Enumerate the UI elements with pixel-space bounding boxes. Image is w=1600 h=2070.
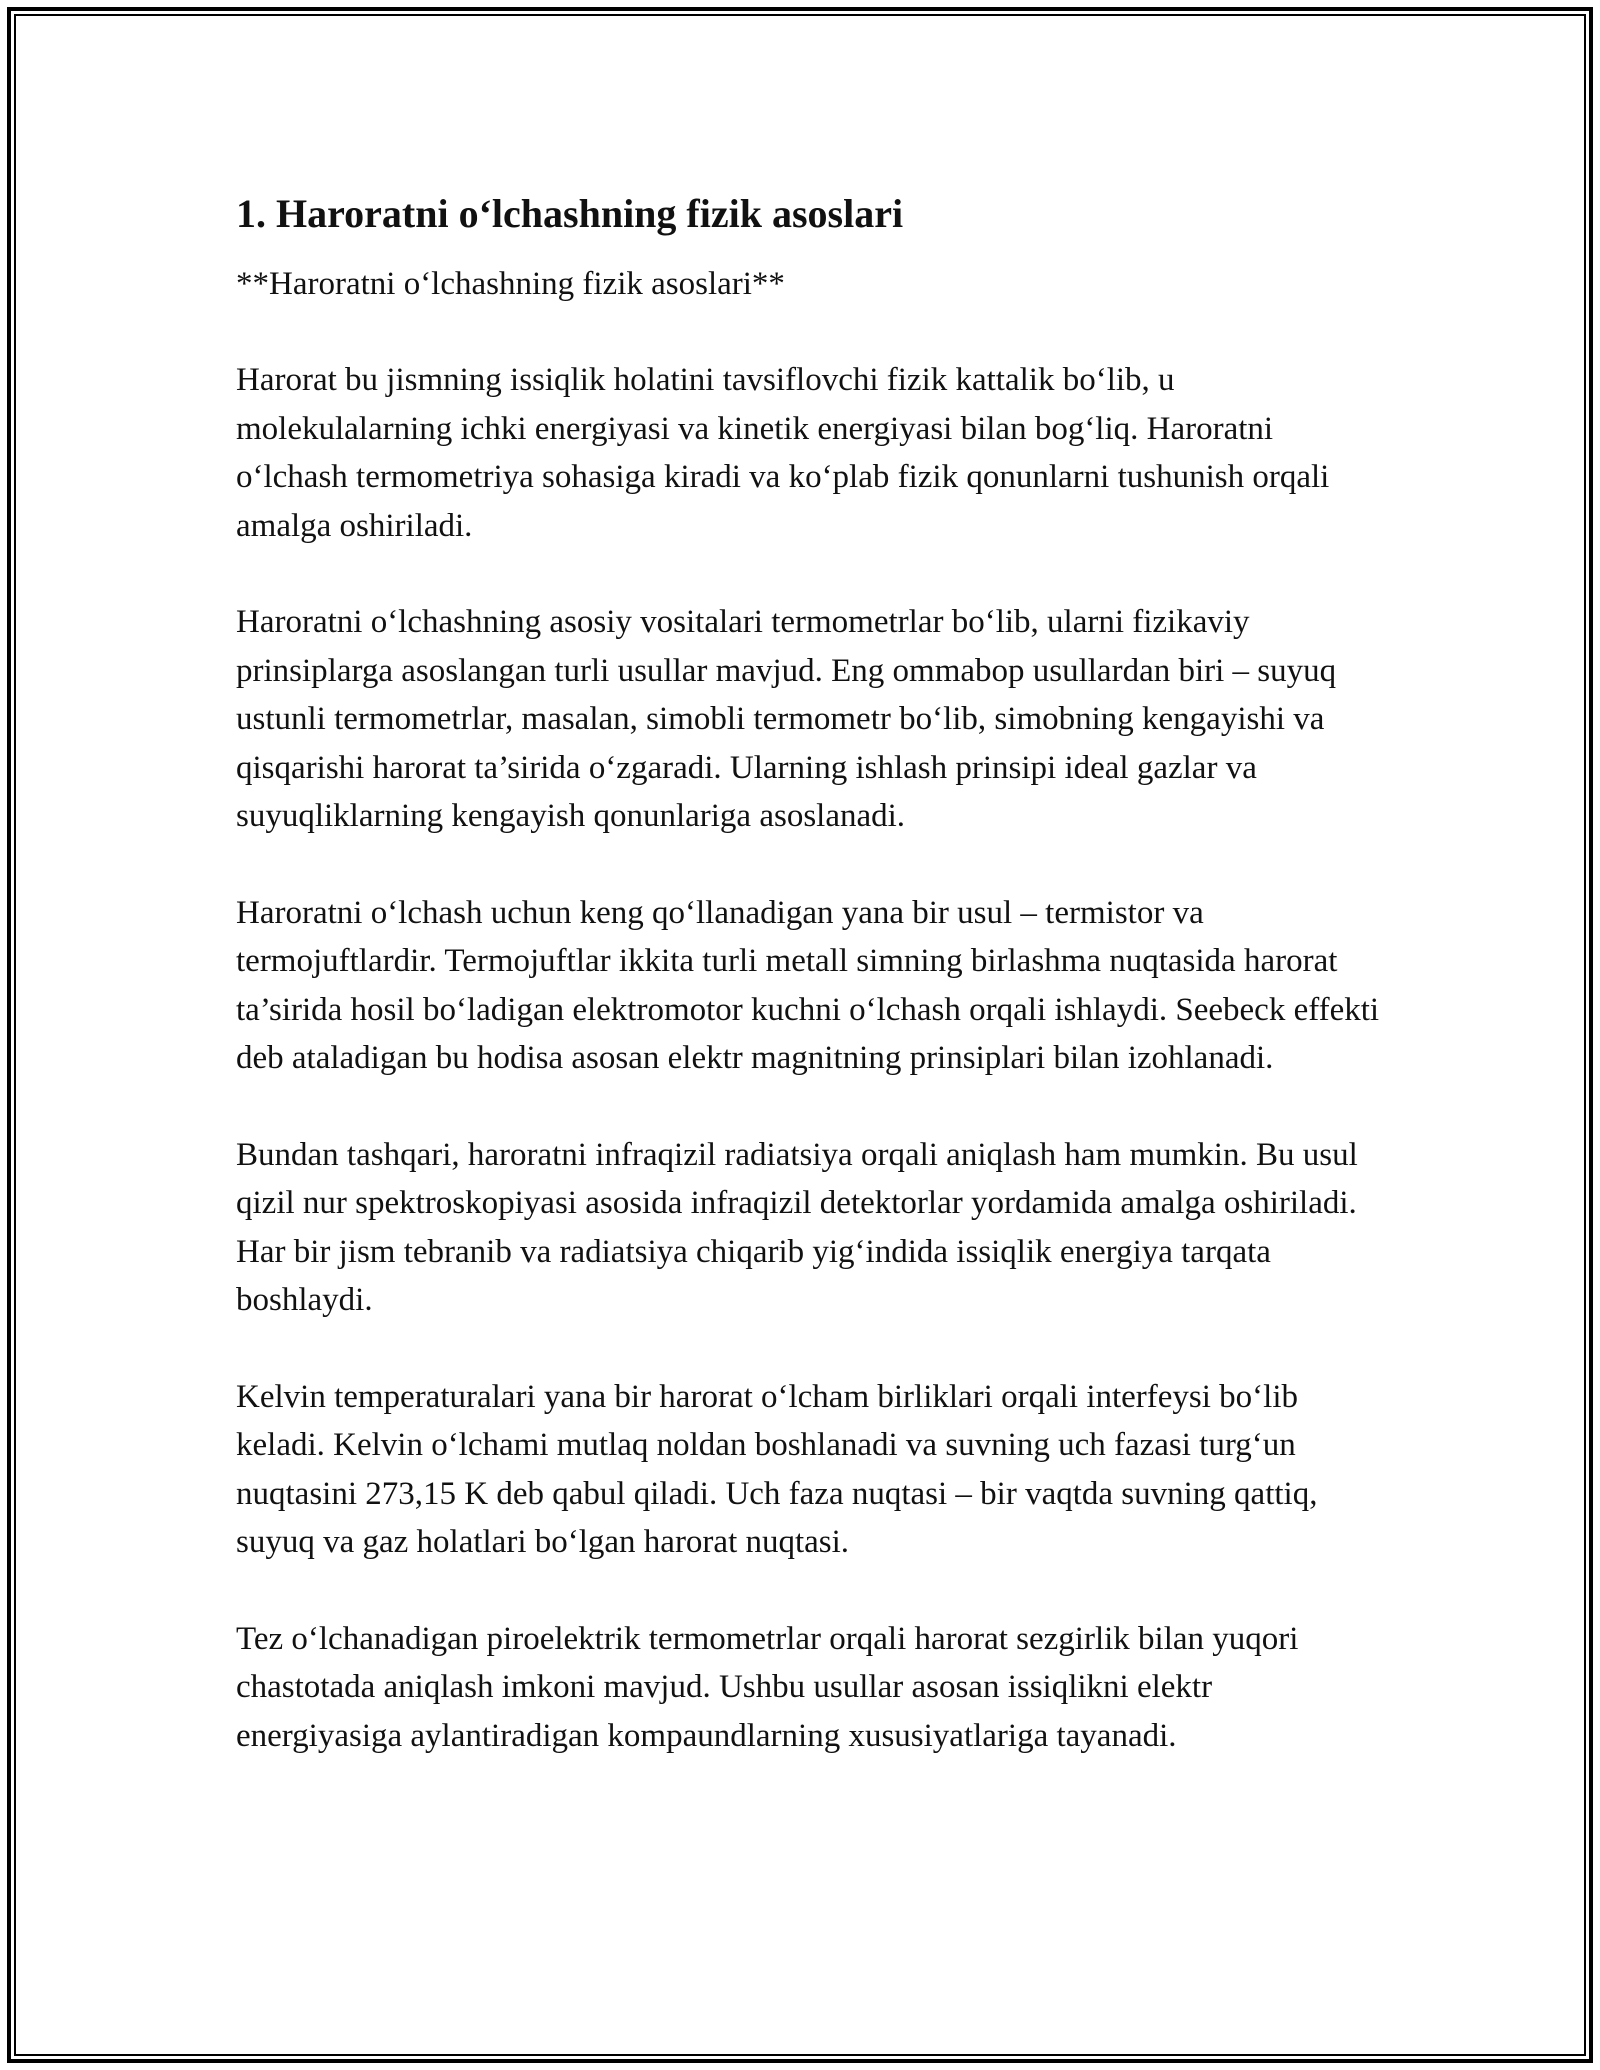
document-body — [236, 186, 1386, 1760]
document-subtitle: **Haroratni o‘lchashning fizik asoslari** — [236, 266, 785, 302]
paragraph-2: Haroratni o‘lchashning asosiy vositalari termometrlar bo‘lib, ularni fizikaviy prinsiplarga asoslangan turli usullar mavjud. Eng ommabop usullardan biri – suyuq ustunli termometrlar, masalan, simobli termometr bo‘lib, simobning kengayishi va qisqarishi harorat ta’sirida o‘zgaradi. Ularning ishlash prinsipi ideal gazlar va suyuqliklarning kengayish qonunlariga asoslanadi. — [236, 604, 1337, 834]
paragraph-3: Haroratni o‘lchash uchun keng qo‘llanadigan yana bir usul – termistor va termojuftlardir. Termojuftlar ikkita turli metall simning birlashma nuqtasida harorat ta’sirida hosil bo‘ladigan elektromotor kuchni o‘lchash orqali ishlaydi. Seebeck effekti deb ataladigan bu hodisa asosan elektr magnitning prinsiplari bilan izohlanadi. — [236, 894, 1380, 1076]
paragraph-5: Kelvin temperaturalari yana bir harorat o‘lcham birliklari orqali interfeysi bo‘lib keladi. Kelvin o‘lchami mutlaq noldan boshlanadi va suvning uch fazasi turg‘un nuqtasini 273,15 K deb qabul qiladi. Uch faza nuqtasi – bir vaqtda suvning qattiq, suyuq va gaz holatlari bo‘lgan harorat nuqtasi. — [236, 1378, 1318, 1560]
paragraph-4: Bundan tashqari, haroratni infraqizil radiatsiya orqali aniqlash ham mumkin. Bu usul qizil nur spektroskopiyasi asosida infraqizil detektorlar yordamida amalga oshiriladi. Har bir jism tebranib va radiatsiya chiqarib yig‘indida issiqlik energiya tarqata boshlaydi. — [236, 1136, 1358, 1318]
paragraph-6: Tez o‘lchanadigan piroelektrik termometrlar orqali harorat sezgirlik bilan yuqori chastotada aniqlash imkoni mavjud. Ushbu usullar asosan issiqlikni elektr energiyasiga aylantiradigan kompaundlarning xususiyatlariga tayanadi. — [236, 1620, 1299, 1754]
paragraph-1: Harorat bu jismning issiqlik holatini tavsiflovchi fizik kattalik bo‘lib, u molekulalarning ichki energiyasi va kinetik energiyasi bilan bog‘liq. Haroratni o‘lchash termometriya sohasiga kiradi va ko‘plab fizik qonunlarni tushunish orqali amalga oshiriladi. — [236, 362, 1330, 544]
page-title: 1. Haroratni o‘lchashning fizik asoslari — [236, 191, 904, 236]
